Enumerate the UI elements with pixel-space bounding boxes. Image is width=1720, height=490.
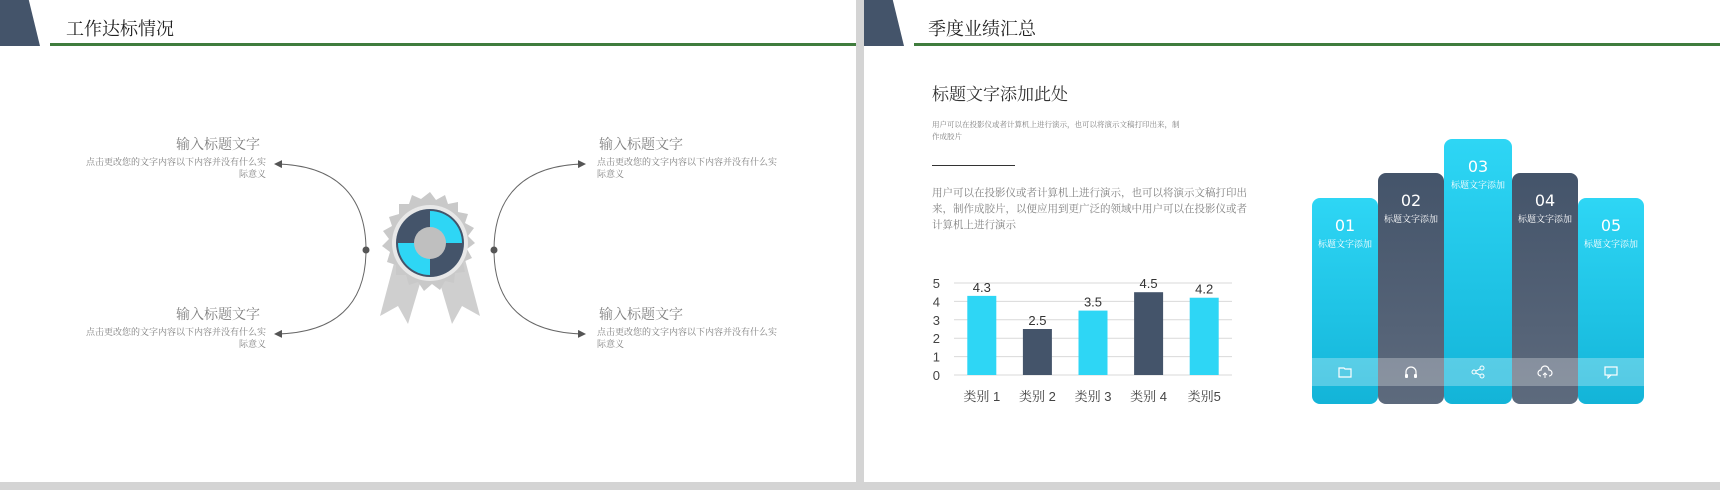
category-label: 类别 3 [1074,389,1112,404]
card-label: 标题文字添加 [1383,215,1438,225]
small-note: 用户可以在投影仪或者计算机上进行演示，也可以将演示文稿打印出来，制作成胶片 [932,120,1180,141]
header-underline [914,43,1720,46]
bar-chart [914,268,1244,418]
data-label: 4.2 [1195,281,1214,297]
data-label: 2.5 [1028,313,1047,328]
item-title-bottom-right: 输入标题文字 [599,307,683,323]
y-tick-label: 5 [932,276,940,291]
card-label: 标题文字添加 [1317,240,1372,250]
category-label: 类别5 [1187,389,1221,404]
y-tick-label: 3 [932,312,940,328]
slide-title: 季度业绩汇总 [928,19,1036,40]
bar [1079,311,1108,375]
card-05 [1578,198,1644,404]
card-number: 01 [1334,216,1356,235]
y-tick-label: 1 [932,349,940,365]
item-title-top-left: 输入标题文字 [176,137,260,153]
left-slide [0,0,856,482]
chat-icon [1603,364,1619,380]
y-tick-label: 2 [932,331,940,347]
item-title-bottom-left: 输入标题文字 [176,307,260,323]
card-02 [1378,173,1444,404]
bar [1134,292,1163,375]
slide-title: 工作达标情况 [66,19,174,40]
data-label: 3.5 [1083,294,1103,310]
headphones-icon [1403,364,1419,380]
right-slide [864,0,1720,482]
bar [1190,298,1219,375]
chart-y-ticks [933,276,940,383]
header-accent [864,0,904,46]
item-desc-top-right: 点击更改您的文字内容以下内容并没有什么实际意义 [597,158,778,180]
item-desc-top-left: 点击更改您的文字内容以下内容并没有什么实际意义 [86,158,267,180]
card-number: 04 [1534,191,1556,210]
card-number: 03 [1467,157,1489,176]
item-desc-bottom-right: 点击更改您的文字内容以下内容并没有什么实际意义 [597,328,778,350]
section-subtitle: 标题文字添加此处 [932,85,1068,105]
bar [967,296,996,375]
category-label: 类别 2 [1018,389,1056,404]
award-ribbon-icon [370,188,490,338]
category-label: 类别 4 [1130,389,1168,404]
share-icon [1470,364,1486,380]
data-label: 4.3 [972,279,991,295]
y-tick-label: 4 [932,294,940,310]
cloud-upload-icon [1537,364,1553,380]
divider [932,165,1015,166]
card-label: 标题文字添加 [1517,215,1572,225]
item-desc-bottom-left: 点击更改您的文字内容以下内容并没有什么实际意义 [86,328,267,350]
category-label: 类别 1 [963,389,1001,404]
card-03 [1444,139,1512,404]
bar [1023,329,1052,375]
chart-categories [963,389,1220,404]
folder-icon [1337,364,1353,380]
card-number: 02 [1400,191,1422,210]
card-04 [1512,173,1578,404]
card-01 [1312,198,1378,404]
y-tick-label: 0 [932,368,940,383]
item-title-top-right: 输入标题文字 [599,137,683,153]
data-label: 4.5 [1139,276,1158,292]
card-label: 标题文字添加 [1450,181,1505,191]
body-paragraph: 用户可以在投影仪或者计算机上进行演示，也可以将演示文稿打印出来，制作成胶片，以便应用到更广泛的领域中用户可以在投影仪或者计算机上进行演示 [932,187,1247,231]
card-label: 标题文字添加 [1583,240,1638,250]
card-number: 05 [1600,216,1622,235]
